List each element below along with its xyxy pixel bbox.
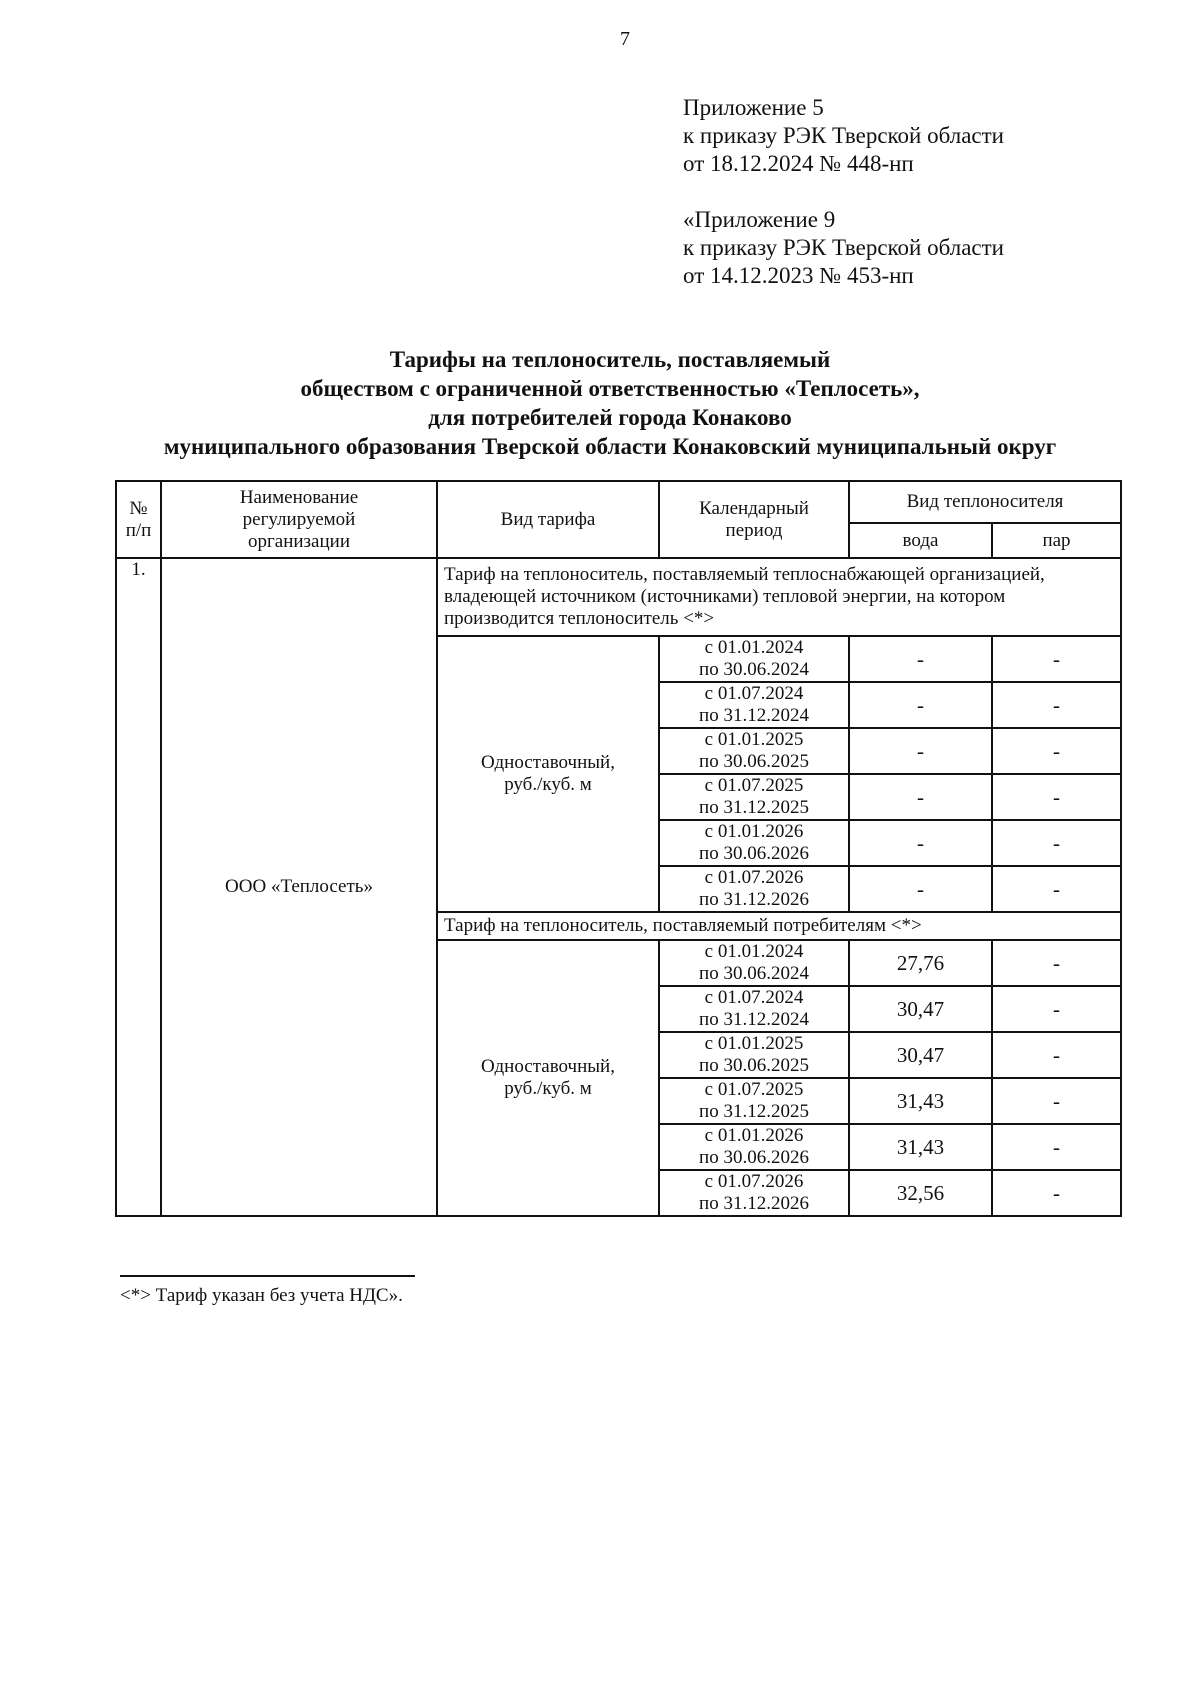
tariff-type <box>437 636 659 912</box>
period-cell <box>659 1124 849 1170</box>
steam-value: - <box>992 1124 1121 1170</box>
water-value: 31,43 <box>849 1124 992 1170</box>
steam-value: - <box>992 820 1121 866</box>
title-line: Тарифы на теплоноситель, поставляемый <box>389 347 831 372</box>
header-organization <box>161 481 437 558</box>
period-to: по 31.12.2026 <box>699 1193 809 1214</box>
period-from: с 01.07.2024 <box>704 987 804 1008</box>
period-cell <box>659 866 849 912</box>
water-value: - <box>849 820 992 866</box>
period-to: по 31.12.2024 <box>699 1009 809 1030</box>
water-value: - <box>849 866 992 912</box>
header-water: вода <box>849 523 992 558</box>
tariff-type-unit: руб./куб. м <box>504 774 592 795</box>
period-from: с 01.01.2024 <box>704 637 804 658</box>
steam-value: - <box>992 1170 1121 1216</box>
header-tariff-type: Вид тарифа <box>437 481 659 558</box>
water-value: - <box>849 774 992 820</box>
period-cell <box>659 986 849 1032</box>
water-value: - <box>849 636 992 682</box>
header-text: регулируемой <box>242 508 356 530</box>
row-number: 1. <box>116 558 161 1216</box>
title-line: для потребителей города Конаково <box>428 405 792 430</box>
steam-value: - <box>992 774 1121 820</box>
steam-value: - <box>992 682 1121 728</box>
steam-value: - <box>992 728 1121 774</box>
period-to: по 30.06.2026 <box>699 843 809 864</box>
header-steam: пар <box>992 523 1121 558</box>
period-to: по 30.06.2024 <box>699 659 809 680</box>
period-to: по 31.12.2026 <box>699 889 809 910</box>
header-carrier-type: Вид теплоносителя <box>849 481 1121 523</box>
steam-value: - <box>992 1032 1121 1078</box>
period-cell <box>659 1078 849 1124</box>
organization-name: ООО «Теплосеть» <box>161 558 437 1216</box>
period-from: с 01.01.2024 <box>704 941 804 962</box>
period-from: с 01.07.2026 <box>704 1171 804 1192</box>
section-1-caption: Тариф на теплоноситель, поставляемый теплоснабжающей организацией, владеющей источником (источниками) тепловой энергии, на котором производится теплоноситель <*> <box>437 558 1121 636</box>
header-text: Календарный <box>699 497 809 519</box>
section-2-caption: Тариф на теплоноситель, поставляемый потребителям <*> <box>437 912 1121 940</box>
period-to: по 30.06.2024 <box>699 963 809 984</box>
period-from: с 01.07.2024 <box>704 683 804 704</box>
header-text: период <box>725 519 783 541</box>
header-text: п/п <box>125 519 152 541</box>
page-number: 7 <box>620 28 630 50</box>
period-to: по 30.06.2025 <box>699 1055 809 1076</box>
appendix-line: к приказу РЭК Тверской области <box>683 123 1004 148</box>
header-text: № <box>129 497 148 519</box>
appendix-current-header <box>683 94 1004 178</box>
header-period <box>659 481 849 558</box>
appendix-line: «Приложение 9 <box>683 207 836 232</box>
tariff-table <box>115 480 1122 1217</box>
water-value: 31,43 <box>849 1078 992 1124</box>
steam-value: - <box>992 1078 1121 1124</box>
tariff-type <box>437 940 659 1216</box>
period-from: с 01.01.2025 <box>704 729 804 750</box>
period-from: с 01.01.2026 <box>704 1125 804 1146</box>
period-from: с 01.07.2026 <box>704 867 804 888</box>
appendix-line: Приложение 5 <box>683 95 824 120</box>
period-to: по 31.12.2025 <box>699 1101 809 1122</box>
period-cell <box>659 1032 849 1078</box>
water-value: 30,47 <box>849 986 992 1032</box>
period-cell <box>659 728 849 774</box>
water-value: - <box>849 682 992 728</box>
tariff-type-text: Одноставочный, <box>481 1056 615 1077</box>
period-to: по 30.06.2026 <box>699 1147 809 1168</box>
tariff-type-unit: руб./куб. м <box>504 1078 592 1099</box>
title-line: обществом с ограниченной ответственностью «Теплосеть», <box>300 376 920 401</box>
period-cell <box>659 682 849 728</box>
water-value: - <box>849 728 992 774</box>
header-number <box>116 481 161 558</box>
period-to: по 31.12.2025 <box>699 797 809 818</box>
header-text: Наименование <box>239 486 359 508</box>
steam-value: - <box>992 940 1121 986</box>
period-cell <box>659 820 849 866</box>
period-to: по 31.12.2024 <box>699 705 809 726</box>
appendix-line: к приказу РЭК Тверской области <box>683 235 1004 260</box>
period-from: с 01.07.2025 <box>704 775 804 796</box>
water-value: 30,47 <box>849 1032 992 1078</box>
period-cell <box>659 1170 849 1216</box>
period-cell <box>659 940 849 986</box>
document-title <box>110 345 1110 461</box>
water-value: 27,76 <box>849 940 992 986</box>
water-value: 32,56 <box>849 1170 992 1216</box>
period-from: с 01.07.2025 <box>704 1079 804 1100</box>
appendix-original-header <box>683 206 1004 290</box>
header-text: организации <box>247 530 350 552</box>
title-line: муниципального образования Тверской области Конаковский муниципальный округ <box>163 434 1057 459</box>
appendix-line: от 18.12.2024 № 448-нп <box>683 151 914 176</box>
appendix-line: от 14.12.2023 № 453-нп <box>683 263 914 288</box>
steam-value: - <box>992 986 1121 1032</box>
period-cell <box>659 636 849 682</box>
footnote-divider <box>120 1275 415 1277</box>
tariff-type-text: Одноставочный, <box>481 752 615 773</box>
steam-value: - <box>992 636 1121 682</box>
steam-value: - <box>992 866 1121 912</box>
period-from: с 01.01.2026 <box>704 821 804 842</box>
footnote: <*> Тариф указан без учета НДС». <box>120 1285 403 1306</box>
period-from: с 01.01.2025 <box>704 1033 804 1054</box>
period-cell <box>659 774 849 820</box>
period-to: по 30.06.2025 <box>699 751 809 772</box>
